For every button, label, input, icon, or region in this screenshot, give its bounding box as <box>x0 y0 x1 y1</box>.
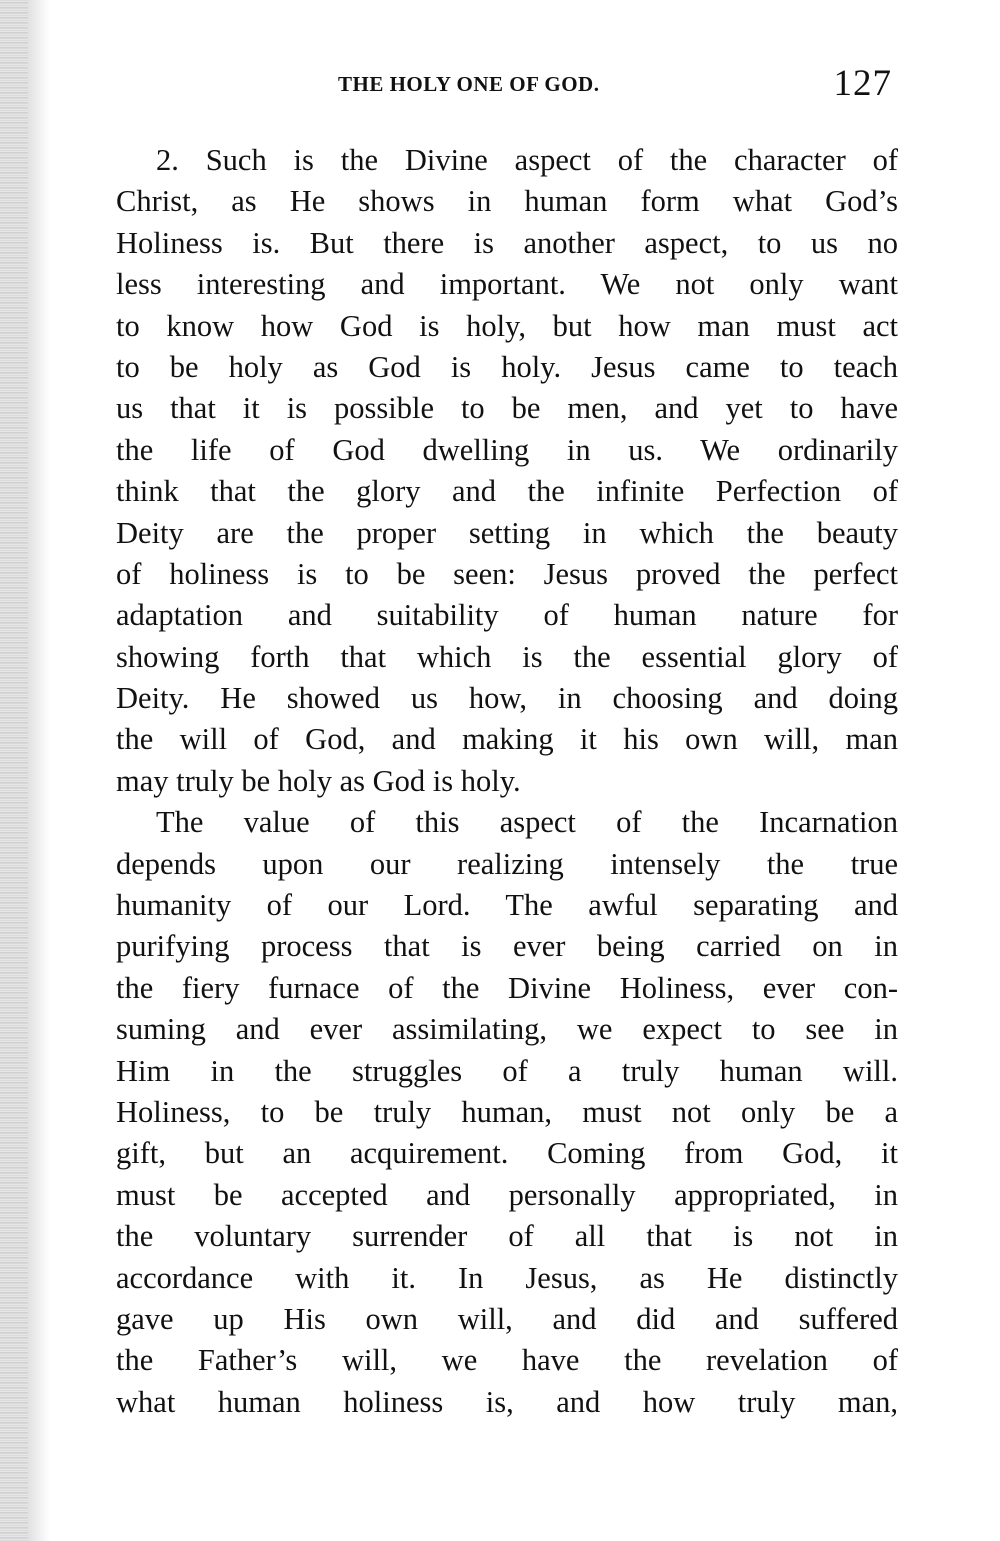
text-line: may truly be holy as God is holy. <box>116 763 521 798</box>
paragraph-1 <box>116 140 898 802</box>
text-line: the voluntary surrender of all that is not in <box>116 1219 898 1254</box>
binding-edge-shadow <box>0 0 28 1541</box>
text-line: humanity of our Lord. The awful separating and <box>116 888 898 923</box>
page-header <box>110 62 900 106</box>
text-line: what human holiness is, and how truly man, <box>116 1384 898 1419</box>
text-line: the fiery furnace of the Divine Holiness, ever con- <box>116 970 898 1005</box>
text-line: Christ, as He shows in human form what God’s <box>116 184 898 219</box>
text-line: to be holy as God is holy. Jesus came to teach <box>116 349 898 384</box>
text-line: depends upon our realizing intensely the true <box>116 846 898 881</box>
text-line: 2. Such is the Divine aspect of the character of <box>156 143 898 177</box>
text-line: less interesting and important. We not only want <box>116 267 898 302</box>
text-line: of holiness is to be seen: Jesus proved the perfect <box>116 556 898 591</box>
text-line: think that the glory and the infinite Perfection of <box>116 474 898 509</box>
text-line: adaptation and suitability of human nature for <box>116 598 898 633</box>
text-line: Holiness is. But there is another aspect, to us no <box>116 225 898 260</box>
binding-edge-fade <box>28 0 50 1541</box>
page-body <box>116 140 898 1423</box>
text-line: must be accepted and personally appropriated, in <box>116 1177 898 1212</box>
text-line: Him in the struggles of a truly human will. <box>116 1053 898 1088</box>
text-line: The value of this aspect of the Incarnation <box>156 805 898 840</box>
text-line: Deity are the proper setting in which the beauty <box>116 515 898 550</box>
text-line: the life of God dwelling in us. We ordinarily <box>116 432 898 467</box>
text-line: showing forth that which is the essential glory of <box>116 639 898 674</box>
text-line: Holiness, to be truly human, must not only be a <box>116 1094 898 1129</box>
running-title: THE HOLY ONE OF GOD. <box>338 72 600 96</box>
page-number: 127 <box>833 63 892 104</box>
text-line: the will of God, and making it his own will, man <box>116 722 898 757</box>
text-line: gave up His own will, and did and suffered <box>116 1301 898 1336</box>
text-line: Deity. He showed us how, in choosing and doing <box>116 681 898 716</box>
text-line: to know how God is holy, but how man must act <box>116 308 898 343</box>
text-line: suming and ever assimilating, we expect to see in <box>116 1012 898 1047</box>
text-line: us that it is possible to be men, and yet to have <box>116 391 898 426</box>
text-line: accordance with it. In Jesus, as He distinctly <box>116 1260 898 1295</box>
text-line: the Father’s will, we have the revelation of <box>116 1343 898 1378</box>
text-line: purifying process that is ever being carried on in <box>116 929 898 964</box>
paragraph-2 <box>116 802 898 1423</box>
text-line: gift, but an acquirement. Coming from God, it <box>116 1136 898 1171</box>
